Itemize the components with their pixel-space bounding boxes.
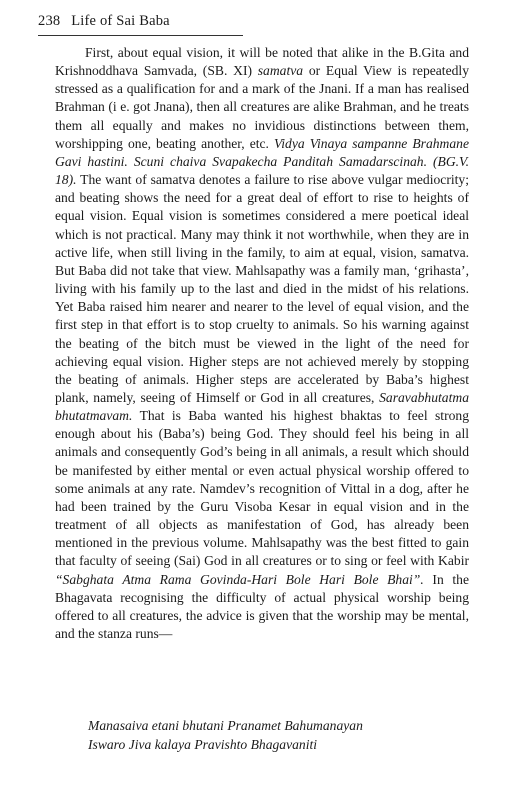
verse-stanza: [88, 716, 478, 754]
italic-term: samatva: [257, 63, 304, 79]
text-run: That is Baba wanted his highest bhaktas to feel strong enough about his (Baba’s) being God. They should feel his being in all animals and consequently God’s being in all animals, a result which should be manifested by either mental or even actual physical worship offered to some animals at any rate. Namdev’s recognition of Vittal in a dog, after he had been trained by the Guru Visoba Kesar in equal vision and in the treatment of all objects as manifestation of God, has already been mentioned in the previous volume. Mahlsapathy was the best fitted to gain that faculty of seeing (Sai) God in all creatures or to sing or feel with Kabir: [55, 408, 469, 569]
text-run: In the Bhagavata recognising the difficulty of actual physical worship being offered to all creatures, the advice is given that the worship may be mental, and the stanza runs—: [55, 571, 469, 641]
verse-line-2: Iswaro Jiva kalaya Pravishto Bhagavaniti: [88, 737, 318, 752]
page-number: 238: [38, 13, 61, 29]
italic-term: Saravabhutatma bhutatmavam.: [55, 389, 469, 424]
body-text: [55, 44, 469, 643]
header-rule: [38, 35, 243, 36]
paragraph: [55, 44, 469, 643]
running-header: [38, 12, 478, 30]
text-run: or Equal View is repeatedly stressed as a qualification for and a mark of the Jnani. If a man has realised Brahman (i e. got Jnana), then all creatures are alike Brahman, and he treats them all equally and makes no invidious distinctions between them, worshipping one, beating another, etc.: [55, 63, 469, 151]
book-title: Life of Sai Baba: [71, 13, 170, 29]
italic-quote: “Sabghata Atma Rama Govinda-Hari Bole Hari Bole Bhai”.: [55, 571, 424, 587]
text-run: First, about equal vision, it will be noted that alike in the B.Gita and Krishnoddhava Samvada, (SB. XI): [55, 45, 469, 79]
text-run: The want of samatva denotes a failure to rise above vulgar mediocrity; and beating shows the need for a great deal of effort to rise to heights of equal vision. Equal vision is sometimes considered a mere poetical ideal which is not practical. Many may think it not worthwhile, when they are in active life, when still living in the family, to aim at equal, vision, samatva. But Baba did not take that view. Mahlsapathy was a family man, ‘grihasta’, living with his family up to the last and died in the midst of his relations. Yet Baba raised him nearer and nearer to the level of equal vision, and the first step in that effort is to stop cruelty to animals. So his warning against the beating of the bitch must be viewed in the light of the need for achieving equal vision. Higher steps are not achieved merely by stopping the beating of animals. Higher steps are accelerated by Baba’s highest plank, namely, seeing of Himself or God in all creatures,: [55, 172, 469, 405]
verse-line-1: Manasaiva etani bhutani Pranamet Bahumanayan: [88, 718, 363, 733]
italic-quote: Vidya Vinaya sampanne Brahmane Gavi hastini. Scuni chaiva Svapakecha Panditah Samadarscinah. (BG.V. 18).: [55, 135, 469, 188]
